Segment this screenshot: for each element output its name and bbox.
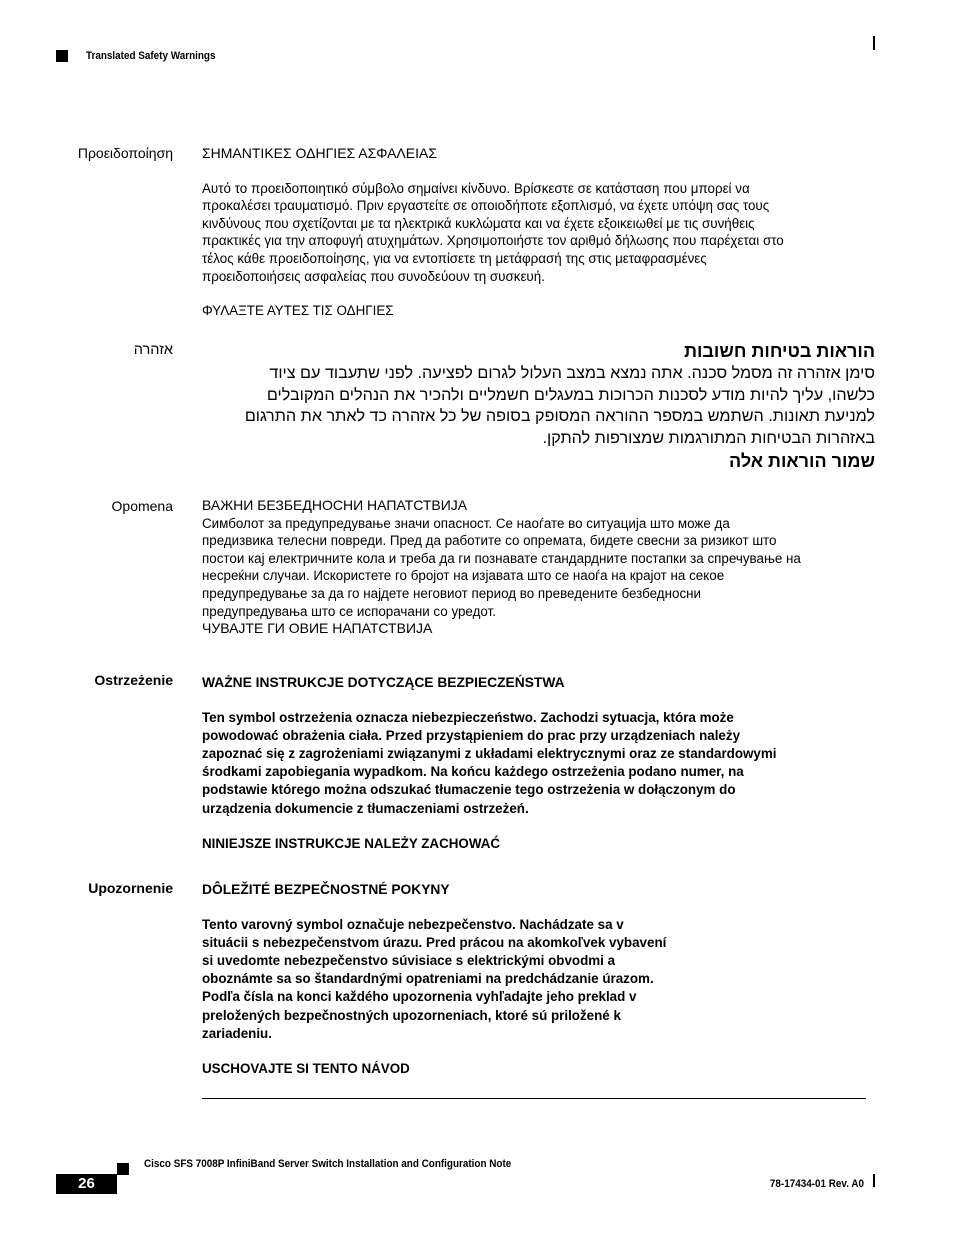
- warning-footer: ЧУВАЈТЕ ГИ ОВИЕ НАПАТСТВИЈА: [202, 620, 433, 637]
- warning-body-macedonian: [202, 497, 867, 638]
- warning-line: τέλος κάθε προειδοποίησης, για να εντοπίσετε τη μετάφρασή της στις μεταφρασμένες: [202, 250, 707, 266]
- warning-footer: שמור הוראות אלה: [729, 451, 875, 471]
- warning-label-macedonian: Opomena: [111, 498, 173, 514]
- warning-line: כלשהו, עליך להיות מודע לסכנות הכרוכות במעגלים חשמליים ולהכיר את הנהלים המקובלים: [266, 385, 875, 404]
- footer-document-title: Cisco SFS 7008P InfiniBand Server Switch Installation and Configuration Note: [144, 1158, 512, 1170]
- warning-line: Podľa čísla na konci každého upozornenia vyhľadajte jeho preklad v: [202, 989, 637, 1005]
- warning-label-slovak: Upozornenie: [88, 880, 173, 896]
- warning-footer: ΦΥΛΑΞΤΕ ΑΥΤΕΣ ΤΙΣ ΟΔΗΓΙΕΣ: [202, 303, 394, 319]
- header-rule-tick: [873, 36, 875, 50]
- warning-line: προκαλέσει τραυματισμό. Πριν εργαστείτε σε οποιοδήποτε εξοπλισμό, να έχετε υπόψη σας τους: [202, 198, 770, 214]
- warning-footer: NINIEJSZE INSTRUKCJE NALEŻY ZACHOWAĆ: [202, 835, 501, 851]
- warning-heading: DÔLEŽITÉ BEZPEČNOSTNÉ POKYNY: [202, 882, 450, 897]
- warning-line: środkami zapobiegania wypadkom. Na końcu każdego ostrzeżenia podano numer, na: [202, 764, 744, 780]
- warning-body-polish: [202, 674, 867, 853]
- warning-line: κινδύνους που σχετίζονται με τα ηλεκτρικά κυκλώματα και να έχετε εξοικειωθεί με τις συνήθεις: [202, 215, 755, 231]
- warning-line: oboznámte sa so štandardnými opatreniami na predchádzanie úrazom.: [202, 971, 654, 987]
- warning-line: Симболот за предупредување значи опасност. Се наоѓате во ситуација што може да: [202, 515, 730, 531]
- warning-footer: USCHOVAJTE SI TENTO NÁVOD: [202, 1060, 410, 1076]
- warning-line: preložených bezpečnostných upozorneniach, ktoré sú priložené k: [202, 1007, 621, 1023]
- warning-line: Tento varovný symbol označuje nebezpečenstvo. Nachádzate sa v: [202, 917, 624, 933]
- warning-body-greek: [202, 145, 867, 320]
- warning-line: סימן אזהרה זה מסמל סכנה. אתה נמצא במצב העלול לגרום לפציעה. לפני שתעבוד עם ציוד: [269, 364, 875, 382]
- warning-line: zariadeniu.: [202, 1025, 272, 1041]
- warning-heading: הוראות בטיחות חשובות: [684, 341, 875, 361]
- warning-heading: ВАЖНИ БЕЗБЕДНОСНИ НАПАТСТВИЈА: [202, 497, 468, 513]
- section-header: Translated Safety Warnings: [86, 50, 216, 62]
- warning-line: πρακτικές για την αποφυγή ατυχημάτων. Χρησιμοποιήστε τον αριθμό δήλωσης που παρέχεται στο: [202, 233, 784, 249]
- warning-label-hebrew: אזהרה: [133, 342, 173, 358]
- warning-line: Ten symbol ostrzeżenia oznacza niebezpieczeństwo. Zachodzi sytuacja, która może: [202, 710, 734, 726]
- warning-line: situácii s nebezpečenstvom úrazu. Pred prácou na akomkoľvek vybavení: [202, 935, 667, 951]
- document-number: 78-17434-01 Rev. A0: [769, 1178, 864, 1190]
- footer-rule-tick: [873, 1174, 875, 1187]
- warning-body-hebrew: [202, 339, 875, 473]
- section-divider: [202, 1098, 866, 1099]
- warning-line: предупредувања што се испорачани со уредот.: [202, 603, 496, 619]
- warning-line: urządzenia dokumencie z tłumaczeniami ostrzeżeń.: [202, 800, 529, 816]
- warning-line: предизвика телесни повреди. Пред да работите со опремата, бидете свесни за ризикот што: [202, 533, 777, 549]
- warning-line: несреќни случаи. Искористете го бројот на изјавата што се наоѓа на крајот на секое: [202, 568, 725, 584]
- warning-line: באזהרות הבטיחות המתורגמות שמצורפות להתקן.: [542, 428, 875, 447]
- warning-line: постои кај електричните кола и треба да ги познавате стандардните постапки за спречување на: [202, 550, 801, 566]
- warning-line: zapoznać się z zagrożeniami związanymi z układami elektrycznymi oraz ze standardowymi: [202, 746, 777, 762]
- header-marker: [56, 50, 68, 62]
- warning-line: предупредување за да го најдете неговиот период во преведените безбедносни: [202, 585, 702, 601]
- warning-line: podstawie którego można odszukać tłumaczenie tego ostrzeżenia w dołączonym do: [202, 782, 736, 798]
- page-number: 26: [78, 1175, 95, 1192]
- warning-line: si uvedomte nebezpečenstvo súvisiace s elektrickými obvodmi a: [202, 953, 616, 969]
- warning-heading: ΣΗΜΑΝΤΙΚΕΣ ΟΔΗΓΙΕΣ ΑΣΦΑΛΕΙΑΣ: [202, 145, 437, 161]
- warning-label-polish: Ostrzeżenie: [94, 672, 173, 688]
- warning-heading: WAŻNE INSTRUKCJE DOTYCZĄCE BEZPIECZEŃSTWA: [202, 675, 565, 690]
- warning-line: powodować obrażenia ciała. Przed przystąpieniem do prac przy urządzeniach należy: [202, 728, 741, 744]
- warning-line: למניעת תאונות. השתמש במספר ההוראה המסופק בסופה של כל אזהרה כד לאתר את התרגום: [244, 407, 875, 425]
- warning-body-slovak: [202, 881, 867, 1078]
- footer-marker: [117, 1163, 129, 1175]
- warning-label-greek: Προειδοποίηση: [77, 145, 173, 161]
- warning-line: Αυτό το προειδοποιητικό σύμβολο σημαίνει κίνδυνο. Βρίσκεστε σε κατάσταση που μπορεί να: [202, 180, 750, 196]
- warning-line: προειδοποιήσεις ασφαλείας που συνοδεύουν τη συσκευή.: [202, 268, 545, 284]
- page-number-box: [56, 1174, 117, 1194]
